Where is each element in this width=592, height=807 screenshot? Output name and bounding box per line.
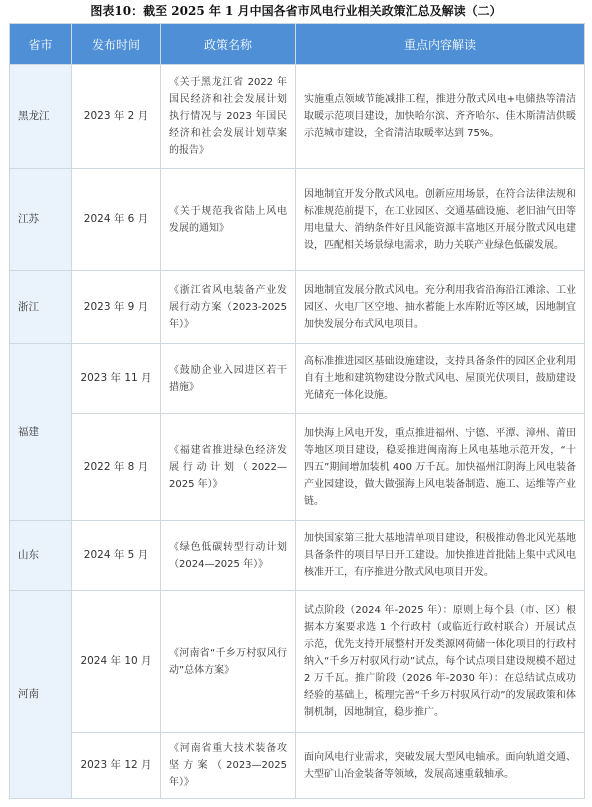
table-row bbox=[10, 65, 585, 169]
policy-cell: 《鼓励企业入园进区若干措施》 bbox=[161, 344, 296, 414]
policy-cell: 《河南省重大技术装备攻坚方案（2023—2025 年）》 bbox=[161, 733, 296, 799]
table-row bbox=[10, 414, 585, 521]
table-row bbox=[10, 169, 585, 271]
content-cell: 实施重点领域节能减排工程，推进分散式风电+电储热等清洁取暖示范项目建设，加快哈尔滨、齐齐哈尔、佳木斯清洁供暖示范城市建设，全省清洁取暖率达到 75%。 bbox=[296, 65, 585, 169]
content-cell: 试点阶段（2024 年-2025 年）：原则上每个县（市、区）根据本方案要求选 1 个行政村（或临近行政村联合）开展试点示范，优先支持开展整村开发类源网荷储一体化项目的行政村纳入“千乡万村驭风行动”试点，每个试点项目建设规模不超过 2 万千瓦。推广阶段（2026 年-2030 年）：在总结试点成功经验的基础上，梳理完善“千乡万村驭风行动”的发展政策和体制机制，因地制宜，稳步推广。 bbox=[296, 591, 585, 733]
province-cell: 河南 bbox=[10, 591, 72, 799]
table-row bbox=[10, 344, 585, 414]
table-row bbox=[10, 733, 585, 799]
policy-cell: 《关于黑龙江省 2022 年国民经济和社会发展计划执行情况与 2023 年国民经济和社会发展计划草案的报告》 bbox=[161, 65, 296, 169]
header-policy: 政策名称 bbox=[161, 24, 296, 65]
policy-cell: 《浙江省风电装备产业发展行动方案（2023-2025 年）》 bbox=[161, 271, 296, 344]
content-cell: 面向风电行业需求，突破发展大型风电轴承。面向轨道交通、大型矿山冶金装备等领域，发展高速重载轴承。 bbox=[296, 733, 585, 799]
policy-cell: 《绿色低碳转型行动计划（2024—2025 年）》 bbox=[161, 521, 296, 591]
table-header-row bbox=[10, 24, 585, 65]
policy-table bbox=[9, 23, 585, 799]
date-cell: 2024 年 10 月 bbox=[72, 591, 161, 733]
policy-cell: 《福建省推进绿色经济发展行动计划（2022—2025 年）》 bbox=[161, 414, 296, 521]
figure-title: 图表10：截至 2025 年 1 月中国各省市风电行业相关政策汇总及解读（二） bbox=[90, 4, 502, 18]
date-cell: 2024 年 6 月 bbox=[72, 169, 161, 271]
content-cell: 加快国家第三批大基地清单项目建设，积极推动鲁北风光基地具备条件的项目早日开工建设。加快推进首批陆上集中式风电核准开工，有序推进分散式风电项目开发。 bbox=[296, 521, 585, 591]
policy-cell: 《关于规范我省陆上风电发展的通知》 bbox=[161, 169, 296, 271]
province-cell: 福建 bbox=[10, 344, 72, 521]
province-cell: 黑龙江 bbox=[10, 65, 72, 169]
header-date: 发布时间 bbox=[72, 24, 161, 65]
policy-cell: 《河南省“千乡万村驭风行动”总体方案》 bbox=[161, 591, 296, 733]
date-cell: 2023 年 11 月 bbox=[72, 344, 161, 414]
table-row bbox=[10, 271, 585, 344]
date-cell: 2023 年 12 月 bbox=[72, 733, 161, 799]
date-cell: 2023 年 9 月 bbox=[72, 271, 161, 344]
province-cell: 浙江 bbox=[10, 271, 72, 344]
date-cell: 2022 年 8 月 bbox=[72, 414, 161, 521]
province-cell: 江苏 bbox=[10, 169, 72, 271]
date-cell: 2024 年 5 月 bbox=[72, 521, 161, 591]
header-content: 重点内容解读 bbox=[296, 24, 585, 65]
date-cell: 2023 年 2 月 bbox=[72, 65, 161, 169]
content-cell: 高标准推进园区基础设施建设，支持具备条件的园区企业利用自有土地和建筑物建设分散式风电、屋顶光伏项目，鼓励建设光储充一体化设施。 bbox=[296, 344, 585, 414]
header-province: 省市 bbox=[10, 24, 72, 65]
table-row bbox=[10, 521, 585, 591]
content-cell: 加快海上风电开发，重点推进福州、宁德、平潭、漳州、莆田等地区项目建设，稳妥推进闽南海上风电基地示范开发，“十四五”期间增加装机 400 万千瓦。加快福州江阴海上风电装备产业园建设，做大做强海上风电装备制造、施工、运维等产业链。 bbox=[296, 414, 585, 521]
table-row bbox=[10, 591, 585, 733]
province-cell: 山东 bbox=[10, 521, 72, 591]
content-cell: 因地制宜开发分散式风电。创新应用场景，在符合法律法规和标准规范前提下，在工业园区、交通基础设施、老旧油气田等用电量大、消纳条件好且风能资源丰富地区开展分散式风电建设，匹配相关场景绿电需求，助力关联产业绿色低碳发展。 bbox=[296, 169, 585, 271]
content-cell: 因地制宜发展分散式风电。充分利用我省沿海沿江滩涂、工业园区、火电厂区空地、抽水蓄能上水库附近等区域，因地制宜加快发展分布式风电项目。 bbox=[296, 271, 585, 344]
